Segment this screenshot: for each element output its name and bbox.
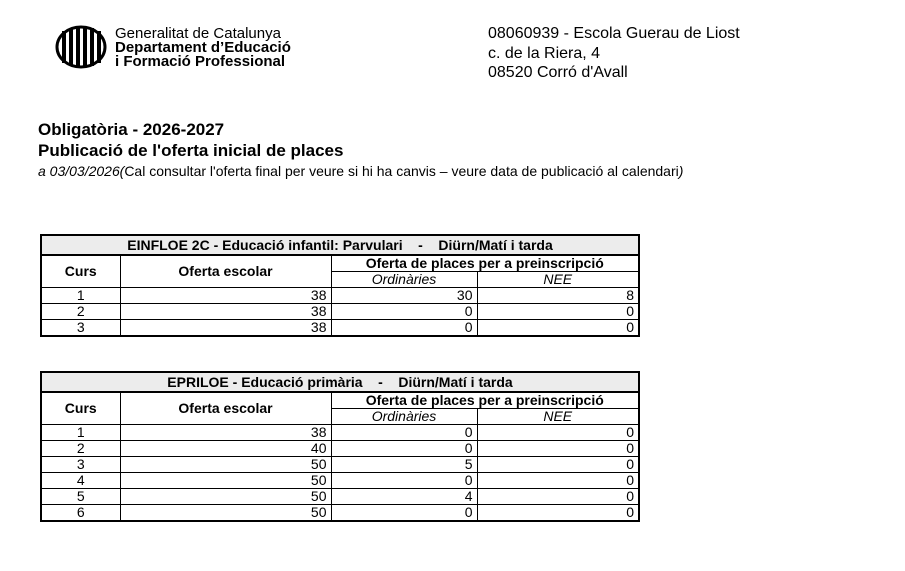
cell-oferta: 40 xyxy=(120,441,331,457)
cell-ordinaries: 0 xyxy=(331,441,477,457)
cell-oferta: 50 xyxy=(120,457,331,473)
cell-oferta: 50 xyxy=(120,489,331,505)
col-header-ordinaries: Ordinàries xyxy=(331,409,477,425)
org-line-3: i Formació Professional xyxy=(115,53,286,70)
table-row xyxy=(41,304,639,320)
cell-curs: 2 xyxy=(41,304,120,320)
cell-curs: 1 xyxy=(41,425,120,441)
cell-oferta: 38 xyxy=(120,425,331,441)
publication-date: a 03/03/2026 xyxy=(38,163,120,179)
col-header-nee: NEE xyxy=(477,409,639,425)
table-row xyxy=(41,457,639,473)
cell-nee: 0 xyxy=(477,425,639,441)
col-header-nee: NEE xyxy=(477,272,639,288)
table-row xyxy=(41,425,639,441)
school-street: c. de la Riera, 4 xyxy=(488,44,601,62)
cell-ordinaries: 0 xyxy=(331,505,477,522)
col-header-preinscripcio: Oferta de places per a preinscripció xyxy=(331,255,639,272)
offer-table-epriloe xyxy=(40,371,640,522)
table-row xyxy=(41,441,639,457)
cell-nee: 0 xyxy=(477,473,639,489)
paren-open: ( xyxy=(119,163,125,179)
school-city: 08520 Corró d'Avall xyxy=(488,64,628,81)
organization-name xyxy=(115,27,291,69)
cell-curs: 5 xyxy=(41,489,120,505)
school-address xyxy=(488,24,740,83)
col-header-curs: Curs xyxy=(41,255,120,288)
cell-ordinaries: 0 xyxy=(331,425,477,441)
table-row xyxy=(41,320,639,337)
col-header-oferta: Oferta escolar xyxy=(120,392,331,425)
cell-curs: 3 xyxy=(41,320,120,337)
cell-oferta: 50 xyxy=(120,473,331,489)
publication-note xyxy=(38,162,683,180)
table-title: EINFLOE 2C - Educació infantil: Parvulari - Diürn/Matí i tarda xyxy=(41,235,639,255)
table-title: EPRILOE - Educació primària - Diürn/Matí i tarda xyxy=(41,372,639,392)
cell-curs: 1 xyxy=(41,288,120,304)
col-header-curs: Curs xyxy=(41,392,120,425)
cell-nee: 0 xyxy=(477,457,639,473)
cell-ordinaries: 30 xyxy=(331,288,477,304)
table-row xyxy=(41,489,639,505)
col-header-ordinaries: Ordinàries xyxy=(331,272,477,288)
table-row xyxy=(41,288,639,304)
note-text: Cal consultar l'oferta final per veure si hi ha canvis – veure data de publicació al calendari xyxy=(124,163,679,179)
cell-nee: 0 xyxy=(477,320,639,337)
org-line-1: Generalitat de Catalunya xyxy=(115,25,281,42)
generalitat-logo-icon xyxy=(55,25,107,69)
cell-nee: 0 xyxy=(477,304,639,320)
cell-curs: 6 xyxy=(41,505,120,522)
paren-close: ) xyxy=(678,163,684,179)
cell-curs: 3 xyxy=(41,457,120,473)
cell-nee: 0 xyxy=(477,441,639,457)
org-line-2: Departament d’Educació xyxy=(115,39,291,56)
cell-ordinaries: 0 xyxy=(331,304,477,320)
cell-oferta: 38 xyxy=(120,304,331,320)
document-title: Obligatòria - 2026-2027 xyxy=(38,120,225,139)
cell-oferta: 38 xyxy=(120,288,331,304)
cell-ordinaries: 4 xyxy=(331,489,477,505)
cell-oferta: 38 xyxy=(120,320,331,337)
cell-curs: 2 xyxy=(41,441,120,457)
table-row xyxy=(41,473,639,489)
cell-curs: 4 xyxy=(41,473,120,489)
cell-nee: 0 xyxy=(477,505,639,522)
col-header-oferta: Oferta escolar xyxy=(120,255,331,288)
cell-oferta: 50 xyxy=(120,505,331,522)
school-code-name: 08060939 - Escola Guerau de Liost xyxy=(488,25,740,42)
offer-table-einfloe xyxy=(40,234,640,337)
document-subtitle: Publicació de l'oferta inicial de places xyxy=(38,141,344,160)
cell-ordinaries: 5 xyxy=(331,457,477,473)
cell-nee: 8 xyxy=(477,288,639,304)
cell-nee: 0 xyxy=(477,489,639,505)
col-header-preinscripcio: Oferta de places per a preinscripció xyxy=(331,392,639,409)
cell-ordinaries: 0 xyxy=(331,320,477,337)
document-heading xyxy=(38,119,683,180)
cell-ordinaries: 0 xyxy=(331,473,477,489)
table-row xyxy=(41,505,639,522)
